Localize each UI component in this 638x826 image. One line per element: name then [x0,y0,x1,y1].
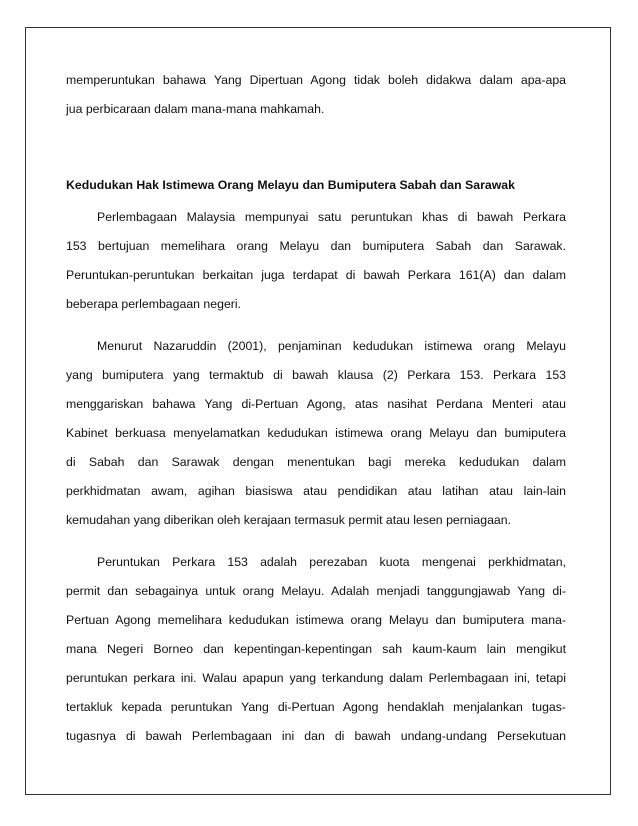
intro-paragraph [66,70,566,128]
text-line: jua perbicaraan dalam mana-mana mahkamah. [66,102,325,116]
text-line: menggariskan bahawa Yang di-Pertuan Agong, atas nasihat Perdana Menteri atau [66,397,566,411]
text-line: yang bumiputera yang termaktub di bawah klausa (2) Perkara 153. Perkara 153 [66,368,566,382]
paragraph-1 [66,207,566,323]
text-line: Peruntukan-peruntukan berkaitan juga terdapat di bawah Perkara 161(A) dan dalam [66,268,566,282]
document-body [66,70,566,755]
text-line: perkhidmatan awam, agihan biasiswa atau pendidikan atau latihan atau lain-lain [66,484,566,498]
section-heading: Kedudukan Hak Istimewa Orang Melayu dan Bumiputera Sabah dan Sarawak [66,178,515,192]
paragraph-3 [66,552,566,755]
text-line: Kabinet berkuasa menyelamatkan kedudukan istimewa orang Melayu dan bumiputera [66,426,566,440]
text-line: 153 bertujuan memelihara orang Melayu dan bumiputera Sabah dan Sarawak. [66,239,566,253]
text-line: Peruntukan Perkara 153 adalah perezaban kuota mengenai perkhidmatan, [97,555,566,569]
text-line: tugasnya di bawah Perlembagaan ini dan di bawah undang-undang Persekutuan [66,729,566,743]
text-line: kemudahan yang diberikan oleh kerajaan termasuk permit atau lesen perniagaan. [66,513,512,527]
text-line: Perlembagaan Malaysia mempunyai satu peruntukan khas di bawah Perkara [97,210,566,224]
text-line: Pertuan Agong memelihara kedudukan istimewa orang Melayu dan bumiputera mana- [66,613,566,627]
text-line: tertakluk kepada peruntukan Yang di-Pertuan Agong hendaklah menjalankan tugas- [66,700,566,714]
text-line: memperuntukan bahawa Yang Dipertuan Agong tidak boleh didakwa dalam apa-apa [66,73,566,87]
text-line: peruntukan perkara ini. Walau apapun yang terkandung dalam Perlembagaan ini, tetapi [66,671,566,685]
paragraph-2 [66,336,566,539]
text-line: permit dan sebagainya untuk orang Melayu. Adalah menjadi tanggungjawab Yang di- [66,584,566,598]
text-line: Menurut Nazaruddin (2001), penjaminan kedudukan istimewa orang Melayu [97,339,566,353]
text-line: mana Negeri Borneo dan kepentingan-kepentingan sah kaum-kaum lain mengikut [66,642,566,656]
text-line: beberapa perlembagaan negeri. [66,297,242,311]
text-line: di Sabah dan Sarawak dengan menentukan bagi mereka kedudukan dalam [66,455,566,469]
